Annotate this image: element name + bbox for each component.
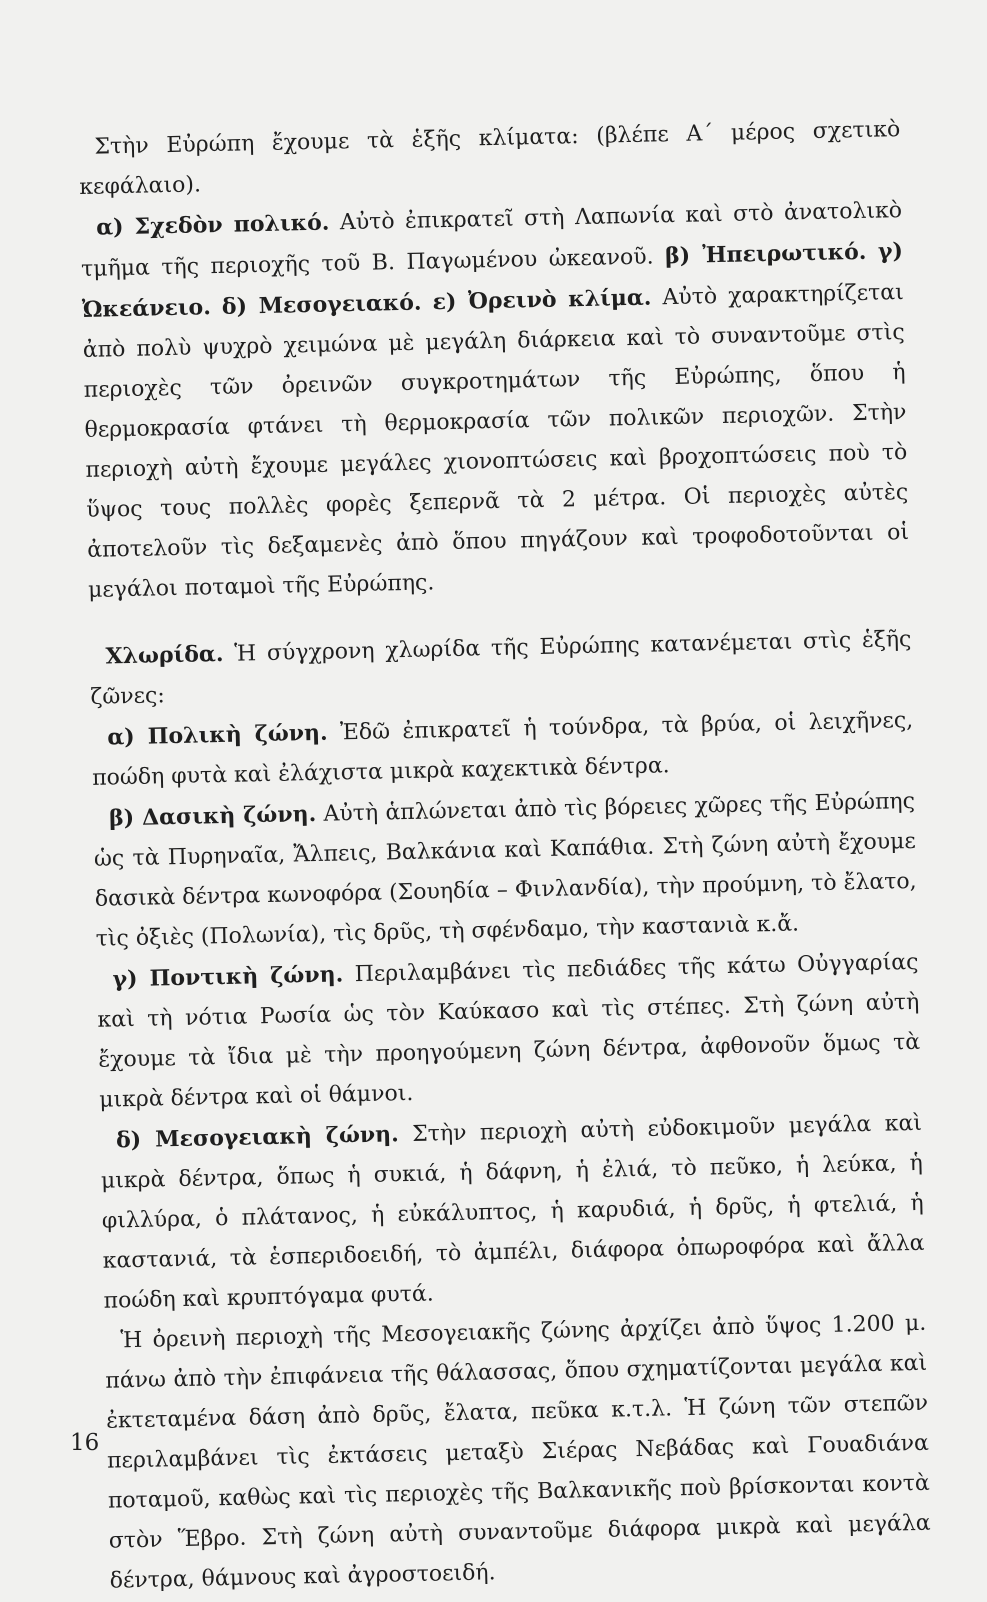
climates-intro-text: Στὴν Εὐρώπη ἔχουμε τὰ ἑξῆς κλίματα: (βλέπε Α΄ μέρος σχετικὸ κεφάλαιο). (79, 117, 901, 200)
climate-e-heading: ε) Ὀρεινὸ κλίμα. (432, 284, 652, 316)
mountain-zone-text: Ἡ ὀρεινὴ περιοχὴ τῆς Μεσογειακῆς ζώνης ἀρχίζει ἀπὸ ὕψος 1.200 μ. πάνω ἀπὸ τὴν ἐπιφάνεια τῆς θάλασσας, ὅπου σχηματίζονται μεγάλα καὶ ἐκτεταμένα δάση ἀπὸ δρῦς, ἔλατα, πεῦκα κ.τ.λ. Ἡ ζώνη τῶν στεπῶν περιλαμβάνει τὶς ἐκτάσεις μεταξὺ Σιέρας Νεβάδας καὶ Γουαδιάνα ποταμοῦ, καθὼς καὶ τὶς περιοχὲς τῆς Βαλκανικῆς ποὺ βρίσκονται κοντὰ στὸν Ἕβρο. Στὴ ζώνη αὐτὴ συναντοῦμε διάφορα μικρὰ καὶ μεγάλα δέντρα, θάμνους καὶ ἀγροστοειδή. (105, 1310, 931, 1594)
climate-a-text: Αὐτὸ ἐπικρατεῖ στὴ Λαπωνία καὶ στὸ ἀνατολικὸ τμῆμα τῆς περιοχῆς τοῦ Β. Παγωμένου ὠκεανοῦ. (80, 198, 903, 282)
mountain-zone-paragraph (104, 1304, 932, 1602)
flora-heading: Χλωρίδα. (105, 640, 224, 670)
zone-forest-heading: β) Δασικὴ ζώνη. (108, 800, 317, 832)
flora-intro-text: Ἡ σύγχρονη χλωρίδα τῆς Εὐρώπης κατανέμεται στὶς ἑξῆς ζῶνες: (90, 626, 912, 710)
zone-forest-paragraph (93, 781, 918, 960)
zone-pontic-heading: γ) Ποντικὴ ζώνη. (112, 961, 344, 993)
book-page (78, 110, 932, 1602)
climate-c-heading: γ) Ὠκεάνειο. (81, 238, 904, 323)
climate-d-heading: δ) Μεσογειακό. (221, 289, 422, 320)
zone-forest-text: Αὐτὴ ἁπλώνεται ἀπὸ τὶς βόρειες χῶρες τῆς Εὐρώπης ὡς τὰ Πυρηναῖα, Ἄλπεις, Βαλκάνια καὶ Καπάθια. Στὴ ζώνη αὐτὴ ἔχουμε δασικὰ δέντρα κωνοφόρα (Σουηδία – Φινλανδία), τὴν προύμνη, τὸ ἔλατο, τὶς ὀξιὲς (Πολωνία), τὶς δρῦς, τὴ σφένδαμο, τὴν καστανιὰ κ.ἄ. (93, 788, 917, 952)
zone-polar-text: Ἐδῶ ἐπικρατεῖ ἡ τούνδρα, τὰ βρύα, οἱ λειχῆνες, ποώδη φυτὰ καὶ ἐλάχιστα μικρὰ καχεκτικὰ δέντρα. (91, 707, 914, 791)
climate-e-text: Αὐτὸ χαρακτηρίζεται ἀπὸ πολὺ ψυχρὸ χειμώνα μὲ μεγάλη διάρκεια καὶ τὸ συναντοῦμε στὶς περιοχὲς τῶν ὀρεινῶν συγκροτημάτων τῆς Εὐρώπης, ὅπου ἡ θερμοκρασία φτάνει τὴ θερμοκρασία τῶν πολικῶν περιοχῶν. Στὴν περιοχὴ αὐτὴ ἔχουμε μεγάλες χιονοπτώσεις καὶ βροχοπτώσεις ποὺ τὸ ὕψος τους πολλὲς φορὲς ξεπερνᾶ τὰ 2 μέτρα. Οἱ περιοχὲς αὐτὲς ἀποτελοῦν τὶς δεξαμενὲς ἀπὸ ὅπου πηγάζουν καὶ τροφοδοτοῦνται οἱ μεγάλοι ποταμοὶ τῆς Εὐρώπης. (82, 280, 910, 603)
zone-mediterranean-text: Στὴν περιοχὴ αὐτὴ εὐδοκιμοῦν μεγάλα καὶ μικρὰ δέντρα, ὅπως ἡ συκιά, ἡ δάφνη, ἡ ἐλιά, τὸ πεῦκο, ἡ λεύκα, ἡ φιλλύρα, ὁ πλάτανος, ἡ εὐκάλυπτος, ἡ καρυδιά, ἡ δρῦς, ἡ φτελιά, ἡ καστανιά, τὰ ἑσπεριδοειδή, τὸ ἀμπέλι, διάφορα ὀπωροφόρα καὶ ἄλλα ποώδη καὶ κρυπτόγαμα φυτά. (100, 1110, 925, 1314)
zone-polar-heading: α) Πολικὴ ζώνη. (107, 719, 328, 751)
climates-list-paragraph (80, 190, 911, 611)
zone-mediterranean-heading: δ) Μεσογειακὴ ζώνη. (115, 1121, 400, 1154)
climate-a-heading: α) Σχεδὸν πολικό. (95, 209, 330, 241)
page-number: 16 (70, 1430, 100, 1456)
zone-pontic-paragraph (96, 942, 921, 1121)
climate-b-heading: β) Ἠπειρωτικό. (664, 238, 867, 270)
zone-pontic-text: Περιλαμβάνει τὶς πεδιάδες τῆς κάτω Οὐγγαρίας καὶ τὴ νότια Ρωσία ὡς τὸν Καύκασο καὶ τὶς στέπες. Στὴ ζώνη αὐτὴ ἔχουμε τὰ ἴδια μὲ τὴν προηγούμενη ζώνη δέντρα, ἀφθονοῦν ὅμως τὰ μικρὰ δέντρα καὶ οἱ θάμνοι. (97, 949, 921, 1113)
zone-mediterranean-paragraph (100, 1103, 926, 1322)
